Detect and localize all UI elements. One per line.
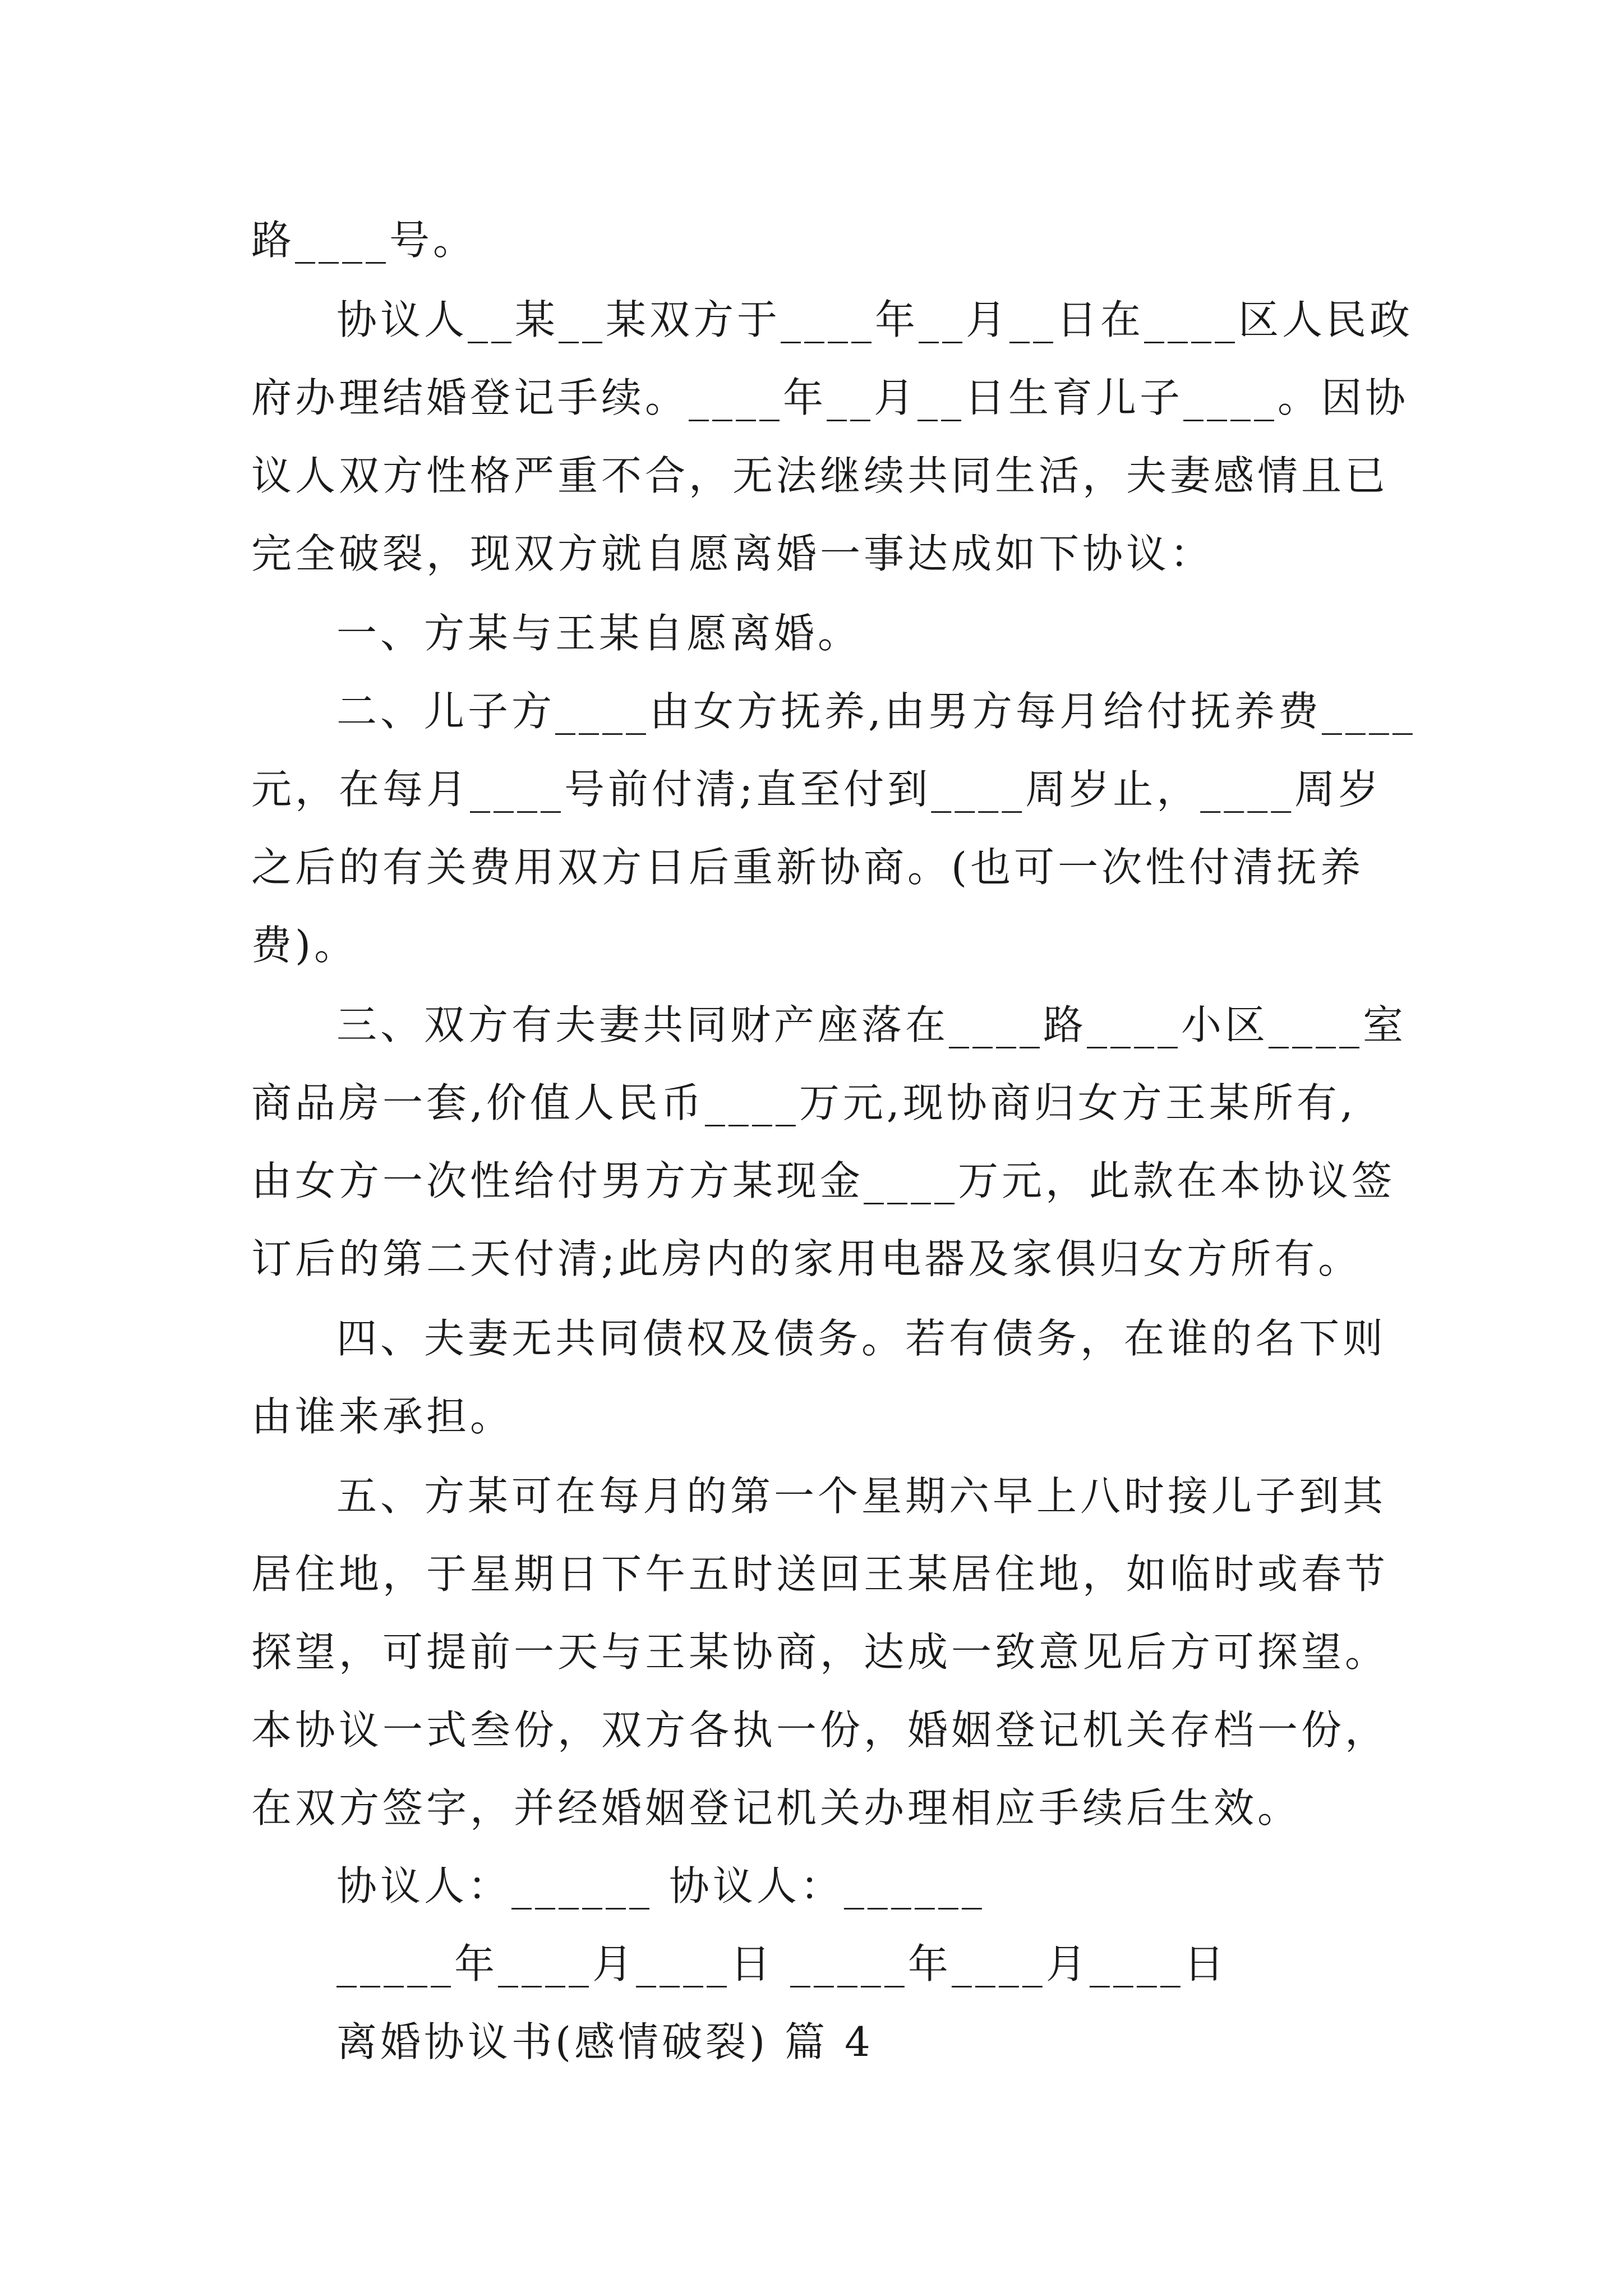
text-line: 居住地，于星期日下午五时送回王某居住地，如临时或春节 — [251, 1550, 1389, 1598]
text-line: 在双方签字，并经婚姻登记机关办理相应手续后生效。 — [251, 1784, 1302, 1832]
text-line: 议人双方性格严重不合，无法继续共同生活，夫妻感情且已 — [251, 452, 1389, 499]
clause-3: 三、双方有夫妻共同财产座落在____路____小区____室 — [336, 1001, 1407, 1048]
text-line: 协议人__某__某双方于____年__月__日在____区人民政 — [336, 296, 1414, 343]
text-line: 完全破裂，现双方就自愿离婚一事达成如下协议： — [251, 530, 1214, 577]
text-line: 路____号。 — [251, 217, 477, 264]
clause-1: 一、方某与王某自愿离婚。 — [336, 610, 862, 657]
text-line: 订后的第二天付清;此房内的家用电器及家俱归女方所有。 — [251, 1235, 1362, 1282]
text-line: 商品房一套,价值人民币____万元,现协商归女方王某所有, — [251, 1079, 1357, 1126]
signature-line: 协议人：______ 协议人：______ — [336, 1862, 985, 1910]
text-line: 元，在每月____号前付清;直至付到____周岁止，____周岁 — [251, 766, 1382, 813]
text-line: 由女方一次性给付男方方某现金____万元，此款在本协议签 — [251, 1157, 1396, 1204]
date-line: _____年____月____日 _____年____月____日 — [336, 1940, 1228, 1987]
clause-4: 四、夫妻无共同债权及债务。若有债务，在谁的名下则 — [336, 1315, 1387, 1362]
text-line: 之后的有关费用双方日后重新协商。(也可一次性付清抚养 — [251, 844, 1364, 891]
text-line: 本协议一式叁份，双方各执一份，婚姻登记机关存档一份， — [251, 1706, 1389, 1754]
text-line: 由谁来承担。 — [251, 1393, 514, 1440]
section-heading: 离婚协议书(感情破裂) 篇 4 — [336, 2018, 874, 2065]
text-line: 府办理结婚登记手续。____年__月__日生育儿子____。因协 — [251, 374, 1409, 421]
clause-5: 五、方某可在每月的第一个星期六早上八时接儿子到其 — [336, 1473, 1387, 1520]
text-line: 费)。 — [251, 922, 358, 969]
clause-2: 二、儿子方____由女方抚养,由男方每月给付抚养费____ — [336, 688, 1416, 735]
text-line: 探望，可提前一天与王某协商，达成一致意见后方可探望。 — [251, 1628, 1389, 1676]
